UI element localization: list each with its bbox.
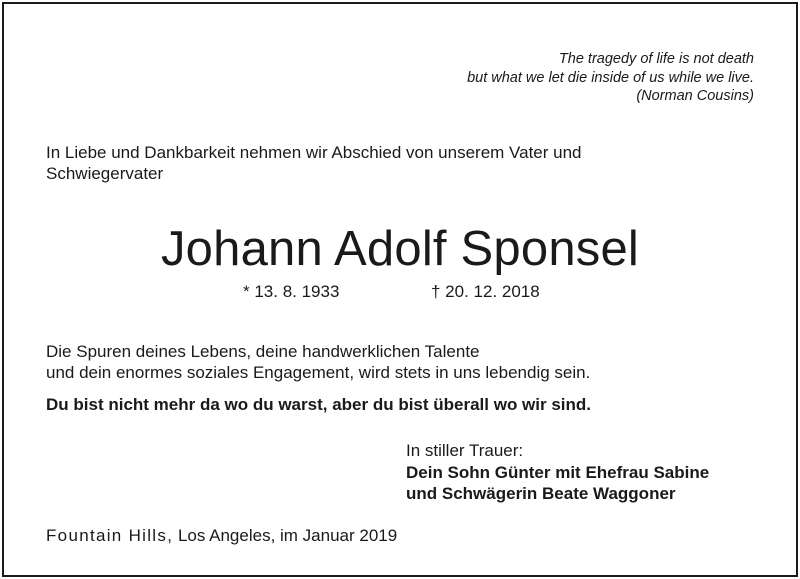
tribute-emphasis: Du bist nicht mehr da wo du warst, aber du bist überall wo wir sind. bbox=[46, 395, 592, 414]
intro-text bbox=[46, 143, 582, 184]
place-name: Fountain Hills, bbox=[46, 526, 174, 545]
mourner-line: und Schwägerin Beate Waggoner bbox=[406, 484, 676, 503]
tribute-text bbox=[46, 342, 590, 383]
quote-line: but what we let die inside of us while we live. bbox=[467, 69, 754, 86]
place-and-date bbox=[46, 525, 397, 546]
quote-line: The tragedy of life is not death bbox=[558, 51, 754, 67]
place-date-rest: Los Angeles, im Januar 2019 bbox=[173, 526, 398, 545]
epigraph-quote bbox=[467, 50, 754, 106]
mourning-intro: In stiller Trauer: bbox=[406, 441, 524, 460]
quote-attribution: (Norman Cousins) bbox=[636, 88, 754, 104]
mourners-list bbox=[406, 462, 709, 504]
intro-line: In Liebe und Dankbarkeit nehmen wir Abschied von unserem Vater und bbox=[46, 143, 582, 162]
deceased-name: Johann Adolf Sponsel bbox=[160, 222, 640, 276]
mourner-line: Dein Sohn Günter mit Ehefrau Sabine bbox=[406, 463, 710, 482]
intro-line: Schwiegervater bbox=[46, 163, 164, 183]
tribute-line: Die Spuren deines Lebens, deine handwerklichen Talente bbox=[46, 342, 480, 361]
death-date: † 20. 12. 2018 bbox=[431, 282, 540, 301]
tribute-line: und dein enormes soziales Engagement, wird stets in uns lebendig sein. bbox=[46, 362, 591, 382]
birth-date: * 13. 8. 1933 bbox=[243, 282, 340, 301]
